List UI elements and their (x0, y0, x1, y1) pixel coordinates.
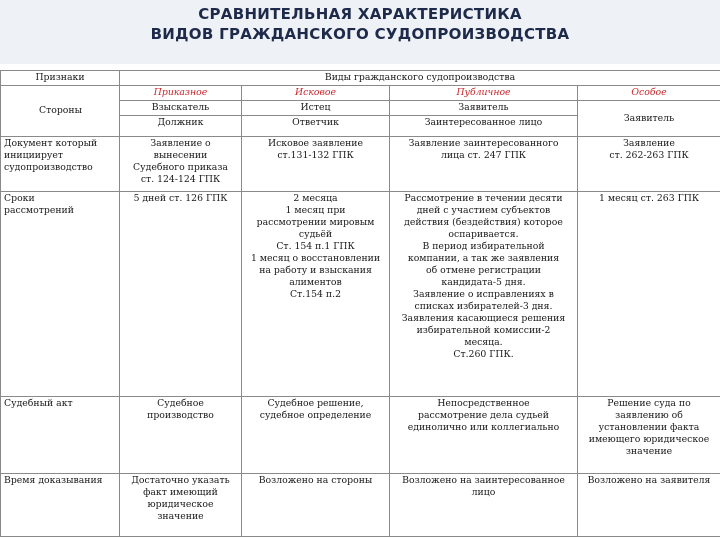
terms-iskovoe-9: Ст.154 п.2 (290, 289, 341, 300)
features-header: Признаки (1, 71, 120, 86)
type-osoboe: Особое (578, 86, 720, 101)
comparison-table (0, 70, 720, 537)
terms-prikaznoe: 5 дней ст. 126 ГПК (120, 192, 242, 397)
document-label-1: Документ который (4, 138, 98, 149)
terms-iskovoe-1: 2 месяца (293, 193, 338, 204)
terms-publichnoe-5: В период избирательной (422, 241, 545, 252)
terms-publichnoe-4: оспаривается. (448, 229, 519, 240)
act-publichnoe-3: единолично или коллегиально (407, 422, 560, 433)
act-osoboe-3: установлении факта (598, 422, 700, 433)
terms-iskovoe-7: на работу и взыскания (259, 265, 372, 276)
act-osoboe-1: Решение суда по (607, 398, 691, 409)
proof-row (1, 474, 720, 537)
terms-publichnoe (390, 192, 578, 397)
terms-publichnoe-14: Ст.260 ГПК. (453, 349, 514, 360)
terms-iskovoe-2: 1 месяц при (285, 205, 346, 216)
terms-iskovoe (242, 192, 390, 397)
parties-iskovoe-2: Ответчик (242, 116, 390, 137)
proof-publichnoe-2: лицо (471, 487, 496, 498)
document-osoboe-1: Заявление (623, 138, 675, 149)
title-line-1: СРАВНИТЕЛЬНАЯ ХАРАКТЕРИСТИКА (198, 5, 522, 23)
act-publichnoe-2: рассмотрение дела судьей (418, 410, 549, 421)
parties-label: Стороны (39, 105, 82, 116)
type-prikaznoe: Приказное (120, 86, 242, 101)
document-osoboe-2: ст. 262-263 ГПК (609, 150, 689, 161)
proof-prikaznoe-1: Достаточно указать (131, 475, 230, 486)
terms-publichnoe-3: действия (бездействия) которое (404, 217, 563, 228)
act-osoboe (578, 397, 720, 474)
document-iskovoe-2: ст.131-132 ГПК (277, 150, 354, 161)
parties-prikaznoe-1: Взыскатель (120, 101, 242, 116)
document-publichnoe-2: лица ст. 247 ГПК (441, 150, 526, 161)
document-row (1, 137, 720, 192)
document-prikaznoe-2: вынесении (153, 150, 208, 161)
proof-prikaznoe (120, 474, 242, 537)
document-label-2: инициирует (4, 150, 64, 161)
act-row (1, 397, 720, 474)
document-publichnoe (390, 137, 578, 192)
terms-iskovoe-8: алиментов (289, 277, 342, 288)
proof-prikaznoe-3: юридическое (147, 499, 214, 510)
proof-label: Время доказывания (4, 475, 103, 486)
document-prikaznoe (120, 137, 242, 192)
act-publichnoe (390, 397, 578, 474)
terms-iskovoe-5: Ст. 154 п.1 ГПК (276, 241, 355, 252)
slide-title (0, 4, 720, 44)
parties-publichnoe-2: Заинтересованное лицо (390, 116, 578, 137)
terms-publichnoe-8: кандидата-5 дня. (441, 277, 526, 288)
terms-publichnoe-9: Заявление о исправлениях в (413, 289, 554, 300)
terms-publichnoe-10: списках избирателей-3 дня. (414, 301, 553, 312)
terms-label-2: рассмотрений (4, 205, 74, 216)
terms-row (1, 192, 720, 397)
act-osoboe-5: значение (625, 446, 673, 457)
type-iskovoe: Исковое (242, 86, 390, 101)
document-prikaznoe-1: Заявление о (150, 138, 211, 149)
document-prikaznoe-3: Судебного приказа (133, 162, 228, 173)
act-iskovoe (242, 397, 390, 474)
terms-publichnoe-11: Заявления касающиеся решения (401, 313, 566, 324)
document-osoboe (578, 137, 720, 192)
types-row (1, 86, 720, 101)
parties-publichnoe-1: Заявитель (390, 101, 578, 116)
parties-osoboe: Заявитель (578, 101, 720, 137)
act-label-cell (1, 397, 120, 474)
terms-iskovoe-4: судьёй (298, 229, 333, 240)
terms-publichnoe-13: месяца. (464, 337, 503, 348)
parties-iskovoe-1: Истец (242, 101, 390, 116)
proof-publichnoe (390, 474, 578, 537)
parties-label-cell (1, 86, 120, 137)
act-prikaznoe (120, 397, 242, 474)
terms-publichnoe-7: об отмене регистрации (425, 265, 541, 276)
document-iskovoe (242, 137, 390, 192)
title-line-2: ВИДОВ ГРАЖДАНСКОГО СУДОПРОИЗВОДСТВА (150, 25, 570, 43)
proof-osoboe: Возложено на заявителя (578, 474, 720, 537)
proof-iskovoe: Возложено на стороны (242, 474, 390, 537)
act-prikaznoe-2: производство (147, 410, 214, 421)
act-label: Судебный акт (4, 398, 73, 409)
type-publichnoe: Публичное (390, 86, 578, 101)
document-publichnoe-1: Заявление заинтересованного (408, 138, 559, 149)
act-iskovoe-2: судебное определение (259, 410, 372, 421)
proof-publichnoe-1: Возложено на заинтересованное (402, 475, 565, 486)
document-iskovoe-1: Исковое заявление (267, 138, 364, 149)
act-osoboe-2: заявлению об (615, 410, 683, 421)
terms-publichnoe-1: Рассмотрение в течении десяти (404, 193, 563, 204)
terms-iskovoe-3: рассмотрении мировым (256, 217, 375, 228)
proof-label-cell (1, 474, 120, 537)
document-label-3: судопроизводство (4, 162, 93, 173)
act-publichnoe-1: Непосредственное (437, 398, 530, 409)
terms-publichnoe-12: избирательной комиссии-2 (416, 325, 551, 336)
parties-prikaznoe-2: Должник (120, 116, 242, 137)
terms-label-1: Сроки (4, 193, 35, 204)
proof-prikaznoe-4: значение (157, 511, 204, 522)
document-prikaznoe-4: ст. 124-124 ГПК (140, 174, 221, 185)
document-label-cell (1, 137, 120, 192)
terms-osoboe: 1 месяц ст. 263 ГПК (578, 192, 720, 397)
terms-iskovoe-6: 1 месяц о восстановлении (250, 253, 381, 264)
terms-publichnoe-6: компании, а так же заявления (407, 253, 560, 264)
proof-prikaznoe-2: факт имеющий (143, 487, 218, 498)
act-iskovoe-1: Судебное решение, (267, 398, 364, 409)
act-osoboe-4: имеющего юридическое (588, 434, 710, 445)
act-prikaznoe-1: Судебное (157, 398, 204, 409)
terms-publichnoe-2: дней с участием субъектов (416, 205, 551, 216)
types-group-header: Виды гражданского судопроизводства (120, 71, 720, 86)
header-row (1, 71, 720, 86)
terms-label-cell (1, 192, 120, 397)
